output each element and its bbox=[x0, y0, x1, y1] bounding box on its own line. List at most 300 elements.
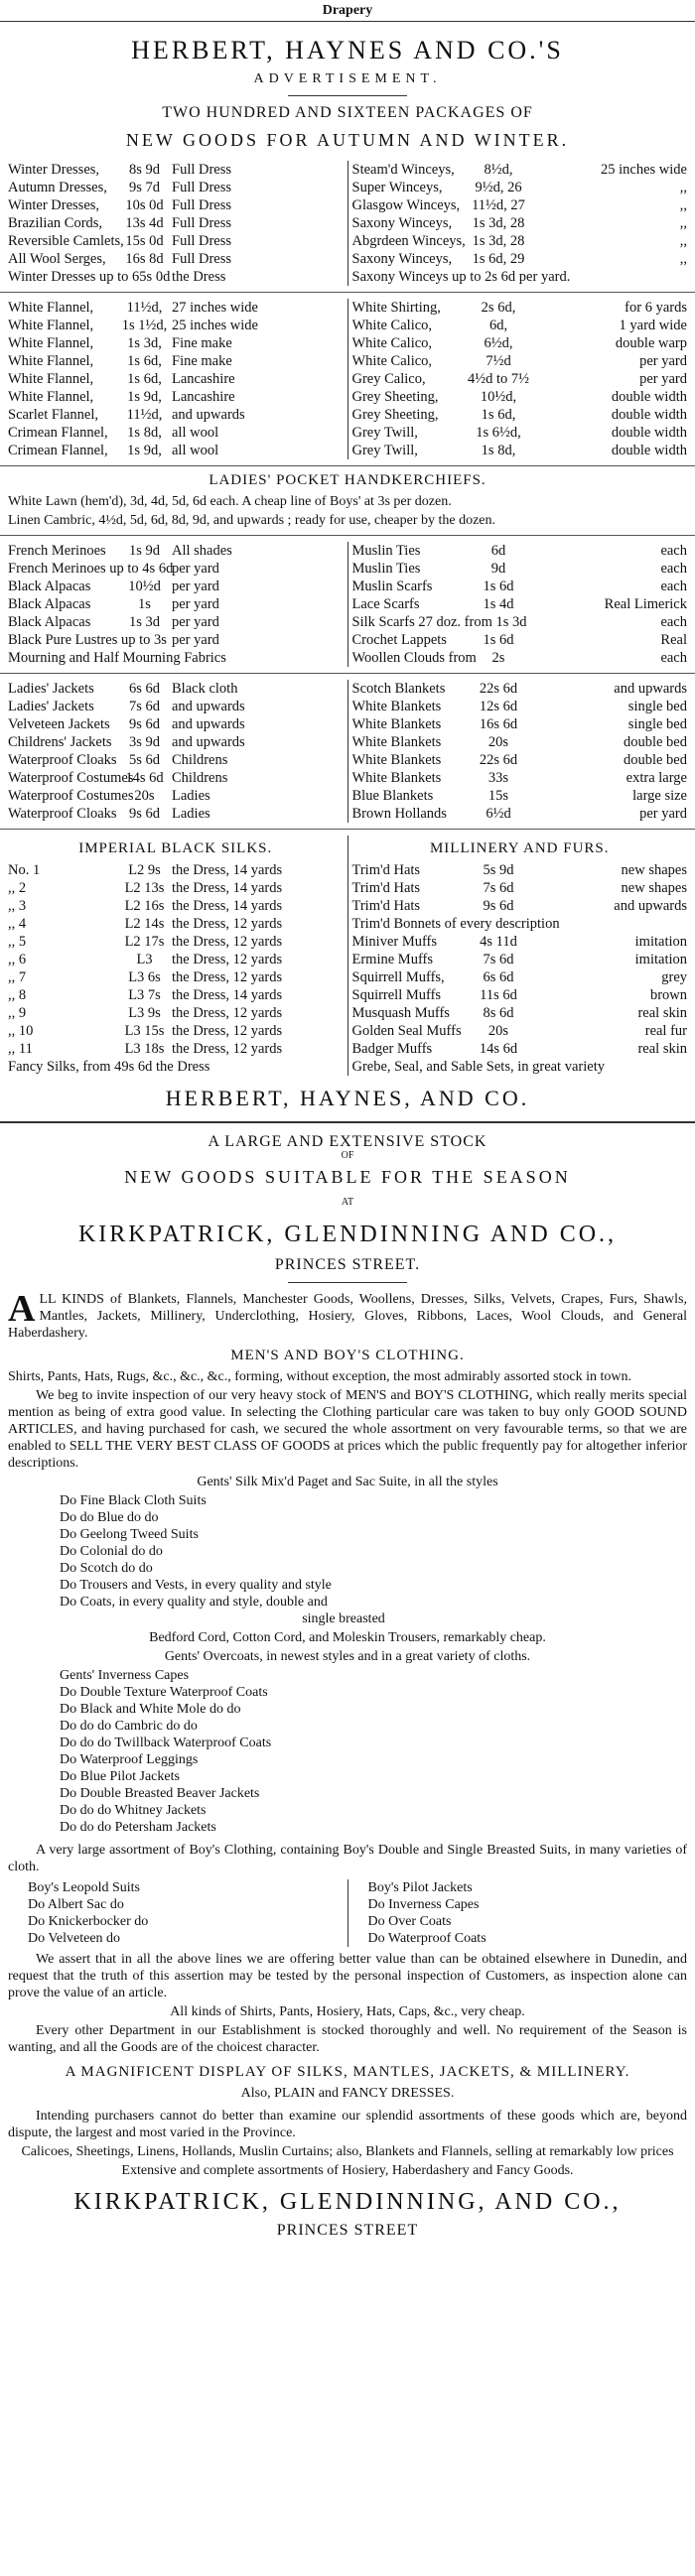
item-name: Scarlet Flannel, bbox=[8, 407, 99, 423]
item-desc: each bbox=[660, 614, 687, 630]
item-price bbox=[226, 649, 281, 667]
list-item bbox=[8, 317, 344, 334]
item-name: White Blankets bbox=[351, 716, 442, 732]
item-name: Reversible Camlets, bbox=[8, 233, 124, 249]
item-name: Trim'd Hats bbox=[351, 898, 421, 914]
item-price: L2 13s bbox=[124, 880, 165, 896]
list-item: Do Waterproof Coats bbox=[367, 1931, 486, 1946]
boys-table bbox=[8, 1879, 687, 1947]
item-price: 9s 6d bbox=[128, 806, 161, 822]
item-name: White Flannel, bbox=[8, 335, 94, 351]
item-desc: per yard bbox=[172, 596, 219, 612]
list-item bbox=[352, 986, 688, 1004]
clothing-para-1: Shirts, Pants, Hats, Rugs, &c., &c., &c., forming, without exception, the most admirably assorted stock in town. bbox=[8, 1369, 631, 1384]
item-desc bbox=[634, 268, 687, 286]
divider bbox=[0, 829, 695, 830]
item-name: Grey Twill, bbox=[351, 425, 418, 441]
item-desc: the Dress, 12 yards bbox=[172, 952, 283, 967]
list-item bbox=[8, 805, 344, 823]
item-price: 1s 4d bbox=[483, 596, 514, 612]
item-name: Saxony Winceys, bbox=[351, 215, 453, 231]
item-name: Super Winceys, bbox=[351, 180, 443, 195]
merinos-left-column bbox=[8, 542, 348, 667]
item-name: White Flannel, bbox=[8, 318, 94, 333]
item-desc: imitation bbox=[634, 934, 687, 950]
silks-title: IMPERIAL BLACK SILKS. bbox=[78, 840, 273, 856]
list-item bbox=[352, 214, 688, 232]
kinds-para: All kinds of Shirts, Pants, Hosiery, Hats, Caps, &c., very cheap. bbox=[170, 2004, 525, 2019]
list-item: Do Velveteen do bbox=[28, 1931, 121, 1946]
item-name: No. 1 bbox=[8, 862, 41, 878]
item-name: Velveteen Jackets bbox=[8, 716, 110, 732]
hh-signature: HERBERT, HAYNES, AND CO. bbox=[165, 1086, 530, 1110]
list-item bbox=[352, 968, 688, 986]
item-price: 1s 9d, bbox=[127, 389, 162, 405]
list-item bbox=[8, 787, 344, 805]
item-price: 11½d, bbox=[126, 407, 163, 423]
millinery-column bbox=[348, 836, 688, 1076]
item-name: Miniver Muffs bbox=[351, 934, 438, 950]
item-desc: single bed bbox=[627, 699, 687, 714]
list-item: Gents' Inverness Capes bbox=[60, 1668, 190, 1683]
item-desc: Full Dress bbox=[172, 162, 232, 178]
item-price bbox=[560, 915, 625, 933]
item-name: Crimean Flannel, bbox=[8, 443, 108, 458]
list-item bbox=[352, 861, 688, 879]
item-desc: the Dress, 12 yards bbox=[172, 1005, 283, 1021]
item-price: 13s 4d bbox=[125, 215, 164, 231]
item-price: 20s bbox=[487, 1023, 509, 1039]
list-item bbox=[352, 933, 688, 951]
list-item bbox=[8, 334, 344, 352]
item-name: Trim'd Bonnets of every description bbox=[351, 916, 560, 932]
handkerchiefs-line-1: White Lawn (hem'd), 3d, 4d, 5d, 6d each. A cheap line of Boys' at 3s per dozen. bbox=[8, 494, 452, 509]
item-name: Fancy Silks, from 49s 6d the Dress bbox=[8, 1059, 210, 1075]
jackets-left-column bbox=[8, 680, 348, 823]
item-price: 14s 6d bbox=[479, 1041, 518, 1057]
item-desc: single bed bbox=[627, 716, 687, 732]
list-item bbox=[352, 715, 688, 733]
item-desc: Lancashire bbox=[172, 389, 235, 405]
item-name: ,, 4 bbox=[8, 916, 27, 932]
kg-street: PRINCES STREET. bbox=[274, 1256, 421, 1273]
item-name: ,, 5 bbox=[8, 934, 27, 950]
list-item bbox=[8, 861, 344, 879]
item-desc: double warp bbox=[615, 335, 687, 351]
list-item bbox=[8, 751, 344, 769]
item-name: Ladies' Jackets bbox=[8, 681, 94, 697]
item-name: White Flannel, bbox=[8, 371, 94, 387]
item-desc bbox=[281, 649, 344, 667]
item-desc: the Dress, 12 yards bbox=[172, 934, 283, 950]
item-price: 8s 6d bbox=[483, 1005, 514, 1021]
list-item bbox=[352, 595, 688, 613]
silks-millinery-table bbox=[8, 836, 687, 1076]
list-item bbox=[352, 613, 688, 631]
item-desc: real skin bbox=[637, 1041, 687, 1057]
item-name: ,, 9 bbox=[8, 1005, 27, 1021]
item-desc: All shades bbox=[172, 543, 232, 559]
item-name: Abgrdeen Winceys, bbox=[351, 233, 466, 249]
list-item: Do do do Cambric do do bbox=[60, 1719, 198, 1734]
item-price: 14s 6d bbox=[125, 770, 164, 786]
item-price: L3 18s bbox=[124, 1041, 165, 1057]
item-price: 7s 6d bbox=[128, 699, 161, 714]
item-price bbox=[467, 613, 531, 631]
item-name: ,, 8 bbox=[8, 987, 27, 1003]
divider bbox=[0, 1121, 695, 1123]
item-desc: extra large bbox=[626, 770, 687, 786]
item-desc: and upwards bbox=[614, 681, 687, 697]
item-price: 7s 6d bbox=[483, 880, 514, 896]
item-price: 11s 6d bbox=[480, 987, 517, 1003]
list-item: Boy's Pilot Jackets bbox=[367, 1880, 473, 1895]
list-item bbox=[8, 560, 344, 578]
item-name: White Blankets bbox=[351, 734, 442, 750]
item-desc: and upwards bbox=[172, 407, 245, 423]
list-item bbox=[8, 613, 344, 631]
item-price: 1s 3d, 28 bbox=[472, 233, 525, 249]
item-desc: Fine make bbox=[172, 353, 232, 369]
item-desc: per yard bbox=[172, 614, 219, 630]
item-price: L3 9s bbox=[128, 1005, 161, 1021]
list-item bbox=[8, 897, 344, 915]
item-desc: all wool bbox=[172, 443, 219, 458]
list-item bbox=[8, 933, 344, 951]
item-price: 4½d to 7½ bbox=[467, 371, 530, 387]
item-name: White Calico, bbox=[351, 335, 433, 351]
item-price: 15s bbox=[487, 788, 509, 804]
item-price: 1s 8d, bbox=[127, 425, 162, 441]
list-item bbox=[352, 560, 688, 578]
item-desc: and upwards bbox=[614, 898, 687, 914]
assert-para: We assert that in all the above lines we are offering better value than can be obtained elsewhere in Dunedin, and request that the truth of this assertion may be tested by the personal inspection of Customers, as inspection alone can prove the value of an article. bbox=[8, 1952, 687, 2000]
item-name: White Calico, bbox=[351, 353, 433, 369]
item-desc: Real bbox=[660, 632, 687, 648]
item-price: 6½d bbox=[486, 806, 511, 822]
item-name: Squirrell Muffs bbox=[351, 987, 442, 1003]
item-name: Silk Scarfs 27 doz. from 1s 3d bbox=[351, 614, 527, 630]
item-desc: grey bbox=[661, 969, 687, 985]
item-price: 4s 11d bbox=[480, 934, 517, 950]
item-price: 7½d bbox=[486, 353, 511, 369]
list-item: Do Black and White Mole do do bbox=[60, 1702, 241, 1717]
item-price: 9½d, 26 bbox=[475, 180, 522, 195]
item-price: 1s 3d, 28 bbox=[472, 215, 525, 231]
item-name: Winter Dresses, bbox=[8, 197, 100, 213]
item-desc: the Dress bbox=[172, 269, 226, 285]
boys-right-column bbox=[348, 1879, 688, 1947]
list-item bbox=[352, 1004, 688, 1022]
millinery-title: MILLINERY AND FURS. bbox=[429, 840, 610, 856]
list-item: Do Scotch do do bbox=[60, 1561, 153, 1576]
item-desc: Childrens bbox=[172, 752, 228, 768]
item-name: Trim'd Hats bbox=[351, 862, 421, 878]
list-item: Do Fine Black Cloth Suits bbox=[60, 1493, 207, 1508]
item-price: 1s 1½d, bbox=[121, 318, 168, 333]
item-desc: ,, bbox=[679, 197, 687, 213]
item-desc: Full Dress bbox=[172, 180, 232, 195]
hh-packages: TWO HUNDRED AND SIXTEEN PACKAGES OF bbox=[162, 104, 533, 121]
item-price: 1s 6d, bbox=[127, 371, 162, 387]
item-desc: large size bbox=[632, 788, 687, 804]
item-name: Brown Hollands bbox=[351, 806, 447, 822]
item-desc bbox=[625, 915, 687, 933]
item-desc: the Dress, 12 yards bbox=[172, 969, 283, 985]
item-desc: for 6 yards bbox=[625, 300, 687, 316]
item-desc bbox=[264, 1058, 343, 1076]
item-desc: 25 inches wide bbox=[601, 162, 687, 178]
item-desc: per yard bbox=[639, 806, 687, 822]
item-price: 2s bbox=[491, 650, 505, 666]
item-desc: the Dress, 14 yards bbox=[172, 987, 283, 1003]
list-item bbox=[8, 196, 344, 214]
list-item bbox=[8, 250, 344, 268]
item-desc: double width bbox=[611, 389, 687, 405]
item-name: Mourning and Half Mourning Fabrics bbox=[8, 650, 226, 666]
list-item: Do Over Coats bbox=[367, 1914, 452, 1929]
list-item: Do do do Twillback Waterproof Coats bbox=[60, 1736, 272, 1750]
item-desc: double bed bbox=[623, 734, 687, 750]
item-desc: the Dress, 14 yards bbox=[172, 862, 283, 878]
item-price: 1s 6d, bbox=[127, 353, 162, 369]
list-item bbox=[8, 649, 344, 667]
item-name: Muslin Ties bbox=[351, 561, 421, 577]
item-name: Crimean Flannel, bbox=[8, 425, 108, 441]
list-item: Do Geelong Tweed Suits bbox=[60, 1527, 199, 1542]
item-name: Childrens' Jackets bbox=[8, 734, 112, 750]
list-item bbox=[8, 879, 344, 897]
item-name: White Blankets bbox=[351, 699, 442, 714]
list-item bbox=[352, 897, 688, 915]
item-price: 8½d, bbox=[484, 162, 513, 178]
list-item bbox=[8, 680, 344, 698]
item-desc: Ladies bbox=[172, 788, 210, 804]
boys-left-column bbox=[8, 1879, 348, 1947]
list-item bbox=[352, 698, 688, 715]
item-desc: new shapes bbox=[621, 862, 687, 878]
item-name: Badger Muffs bbox=[351, 1041, 433, 1057]
item-price: L3 7s bbox=[128, 987, 161, 1003]
list-item bbox=[8, 388, 344, 406]
item-price: 11½d, 27 bbox=[472, 197, 525, 213]
item-price: 2s 6d, bbox=[481, 300, 516, 316]
item-name: Blue Blankets bbox=[351, 788, 434, 804]
list-item bbox=[8, 968, 344, 986]
item-name: Muslin Scarfs bbox=[351, 579, 433, 594]
item-price: 7s 6d bbox=[483, 952, 514, 967]
item-desc: 27 inches wide bbox=[172, 300, 258, 316]
list-item bbox=[352, 787, 688, 805]
list-item bbox=[8, 986, 344, 1004]
item-desc: 1 yard wide bbox=[619, 318, 687, 333]
item-desc: double width bbox=[611, 407, 687, 423]
list-item bbox=[352, 388, 688, 406]
item-desc: Full Dress bbox=[172, 251, 232, 267]
list-item bbox=[352, 915, 688, 933]
item-price: L2 17s bbox=[124, 934, 165, 950]
list-item bbox=[8, 1004, 344, 1022]
list-item: Do Coats, in every quality and style, double and bbox=[60, 1595, 328, 1610]
divider bbox=[0, 465, 695, 466]
jackets-table bbox=[8, 680, 687, 823]
item-price: 10½d bbox=[128, 579, 161, 594]
item-desc: the Dress, 14 yards bbox=[172, 898, 283, 914]
item-price: 15s 0d bbox=[125, 233, 164, 249]
item-desc: per yard bbox=[172, 561, 219, 577]
list-item: Do Knickerbocker do bbox=[28, 1914, 149, 1929]
divider bbox=[288, 95, 407, 96]
dresses-left-column bbox=[8, 161, 348, 286]
item-price bbox=[209, 1058, 264, 1076]
list-item bbox=[352, 751, 688, 769]
item-name: ,, 3 bbox=[8, 898, 27, 914]
list-item bbox=[8, 179, 344, 196]
item-desc: 25 inches wide bbox=[172, 318, 258, 333]
list-item: Do Colonial do do bbox=[60, 1544, 163, 1559]
item-name: Glasgow Winceys, bbox=[351, 197, 461, 213]
item-desc: the Dress, 14 yards bbox=[172, 880, 283, 896]
list-item: Do Trousers and Vests, in every quality and style bbox=[60, 1578, 332, 1593]
item-name: Black Alpacas bbox=[8, 596, 91, 612]
divider bbox=[0, 673, 695, 674]
list-item bbox=[352, 317, 688, 334]
item-price: 12s 6d bbox=[479, 699, 518, 714]
item-desc: each bbox=[660, 650, 687, 666]
item-price: L2 16s bbox=[124, 898, 165, 914]
list-item: Do do Blue do do bbox=[60, 1510, 159, 1525]
list-item bbox=[352, 334, 688, 352]
list-item: Do do do Whitney Jackets bbox=[60, 1803, 207, 1818]
item-name: French Merinoes bbox=[8, 543, 106, 559]
clothing-title: MEN'S AND BOY'S CLOTHING. bbox=[230, 1348, 465, 1363]
divider bbox=[0, 292, 695, 293]
item-desc: double width bbox=[611, 443, 687, 458]
overcoats-header: Gents' Overcoats, in newest styles and in a great variety of cloths. bbox=[164, 1649, 531, 1664]
list-item: Do Double Texture Waterproof Coats bbox=[60, 1685, 268, 1700]
item-price: 10s 0d bbox=[125, 197, 164, 213]
list-item bbox=[352, 680, 688, 698]
dept-para: Every other Department in our Establishment is stocked thoroughly and well. No requirement of the Season is wanting, and all the Goods are of the choicest character. bbox=[8, 2023, 687, 2055]
item-price bbox=[117, 560, 172, 578]
item-price bbox=[117, 631, 172, 649]
list-item bbox=[8, 1058, 344, 1076]
dresses-right-column bbox=[348, 161, 688, 286]
item-price: 1s 3d bbox=[128, 614, 161, 630]
item-name: ,, 10 bbox=[8, 1023, 34, 1039]
drop-cap: A bbox=[8, 1288, 36, 1330]
item-name: Saxony Winceys up to 2s 6d per yard. bbox=[351, 269, 571, 285]
list-item bbox=[8, 268, 344, 286]
item-name: Black Alpacas bbox=[8, 614, 91, 630]
item-price: L3 bbox=[136, 952, 153, 967]
list-item bbox=[352, 631, 688, 649]
kg-intro-text: LL KINDS of Blankets, Flannels, Manchester Goods, Woollens, Dresses, Silks, Velvets, Crapes, Furs, Shawls, Mantles, Jackets, Millinery, Underclothing, Hosiery, Gloves, Ribbons, Laces, Wool Clouds, and General Haberdashery. bbox=[8, 1292, 687, 1341]
list-item bbox=[352, 232, 688, 250]
kg-stock-title: A LARGE AND EXTENSIVE STOCK bbox=[208, 1133, 487, 1150]
item-name: ,, 2 bbox=[8, 880, 27, 896]
list-item: Do Waterproof Leggings bbox=[60, 1752, 199, 1767]
item-name: Winter Dresses up to 65s 0d bbox=[8, 269, 171, 285]
item-desc: real fur bbox=[644, 1023, 687, 1039]
item-price: 1s 6d, bbox=[481, 407, 516, 423]
item-price: 6s 6d bbox=[128, 681, 161, 697]
flannel-right-column bbox=[348, 299, 688, 459]
item-desc: ,, bbox=[679, 251, 687, 267]
list-item bbox=[8, 352, 344, 370]
item-name: Ermine Muffs bbox=[351, 952, 433, 967]
divider bbox=[288, 1282, 407, 1283]
kg-firm-name: KIRKPATRICK, GLENDINNING AND CO., bbox=[77, 1222, 618, 1247]
item-desc: Full Dress bbox=[172, 233, 232, 249]
kg-intro bbox=[8, 1288, 687, 1342]
list-item bbox=[8, 442, 344, 459]
item-desc: per yard bbox=[639, 371, 687, 387]
list-item bbox=[8, 733, 344, 751]
item-desc: all wool bbox=[172, 425, 219, 441]
section-header: Drapery bbox=[0, 0, 695, 22]
item-name: Waterproof Costumes bbox=[8, 770, 134, 786]
item-desc: each bbox=[660, 543, 687, 559]
list-item bbox=[352, 424, 688, 442]
list-item: Do Blue Pilot Jackets bbox=[60, 1769, 180, 1784]
list-item bbox=[8, 715, 344, 733]
item-price: 10½d, bbox=[480, 389, 517, 405]
handkerchiefs-title: LADIES' POCKET HANDKERCHIEFS. bbox=[208, 472, 486, 488]
list-item bbox=[8, 698, 344, 715]
list-item bbox=[8, 769, 344, 787]
list-item bbox=[8, 951, 344, 968]
item-name: Waterproof Cloaks bbox=[8, 806, 117, 822]
item-name: Golden Seal Muffs bbox=[351, 1023, 462, 1039]
item-price: 5s 9d bbox=[483, 862, 514, 878]
item-price: 20s bbox=[134, 788, 155, 804]
list-item bbox=[352, 578, 688, 595]
item-desc: ,, bbox=[679, 215, 687, 231]
list-item bbox=[352, 406, 688, 424]
item-name: White Flannel, bbox=[8, 389, 94, 405]
closing-para: Intending purchasers cannot do better than examine our splendid assortments of these goods which are, beyond dispute, the largest and most varied in the Province. bbox=[8, 2109, 687, 2140]
item-price: L2 14s bbox=[124, 916, 165, 932]
item-desc: per yard bbox=[172, 632, 219, 648]
item-desc: Childrens bbox=[172, 770, 228, 786]
item-name: Musquash Muffs bbox=[351, 1005, 450, 1021]
item-name: French Merinoes up to 4s 6d bbox=[8, 561, 174, 577]
list-item: Boy's Leopold Suits bbox=[28, 1880, 140, 1895]
item-name: Black Pure Lustres up to 3s bbox=[8, 632, 167, 648]
list-item bbox=[8, 542, 344, 560]
list-item bbox=[352, 352, 688, 370]
item-desc: imitation bbox=[634, 952, 687, 967]
item-desc: brown bbox=[649, 987, 687, 1003]
silks-column bbox=[8, 836, 348, 1076]
item-name: Black Alpacas bbox=[8, 579, 91, 594]
item-name: Grey Twill, bbox=[351, 443, 418, 458]
item-desc: and upwards bbox=[172, 734, 245, 750]
item-name: Steam'd Winceys, bbox=[351, 162, 455, 178]
item-desc bbox=[669, 1058, 687, 1076]
item-name: Grey Sheeting, bbox=[351, 389, 439, 405]
list-item bbox=[352, 879, 688, 897]
item-name: Brazilian Cords, bbox=[8, 215, 103, 231]
item-desc: Full Dress bbox=[172, 197, 232, 213]
item-name: ,, 11 bbox=[8, 1041, 33, 1057]
item-price: 6½d, bbox=[484, 335, 513, 351]
item-desc: Full Dress bbox=[172, 215, 232, 231]
closing-line-3: Extensive and complete assortments of Hosiery, Haberdashery and Fancy Goods. bbox=[121, 2163, 574, 2178]
list-item bbox=[352, 442, 688, 459]
list-item bbox=[8, 424, 344, 442]
